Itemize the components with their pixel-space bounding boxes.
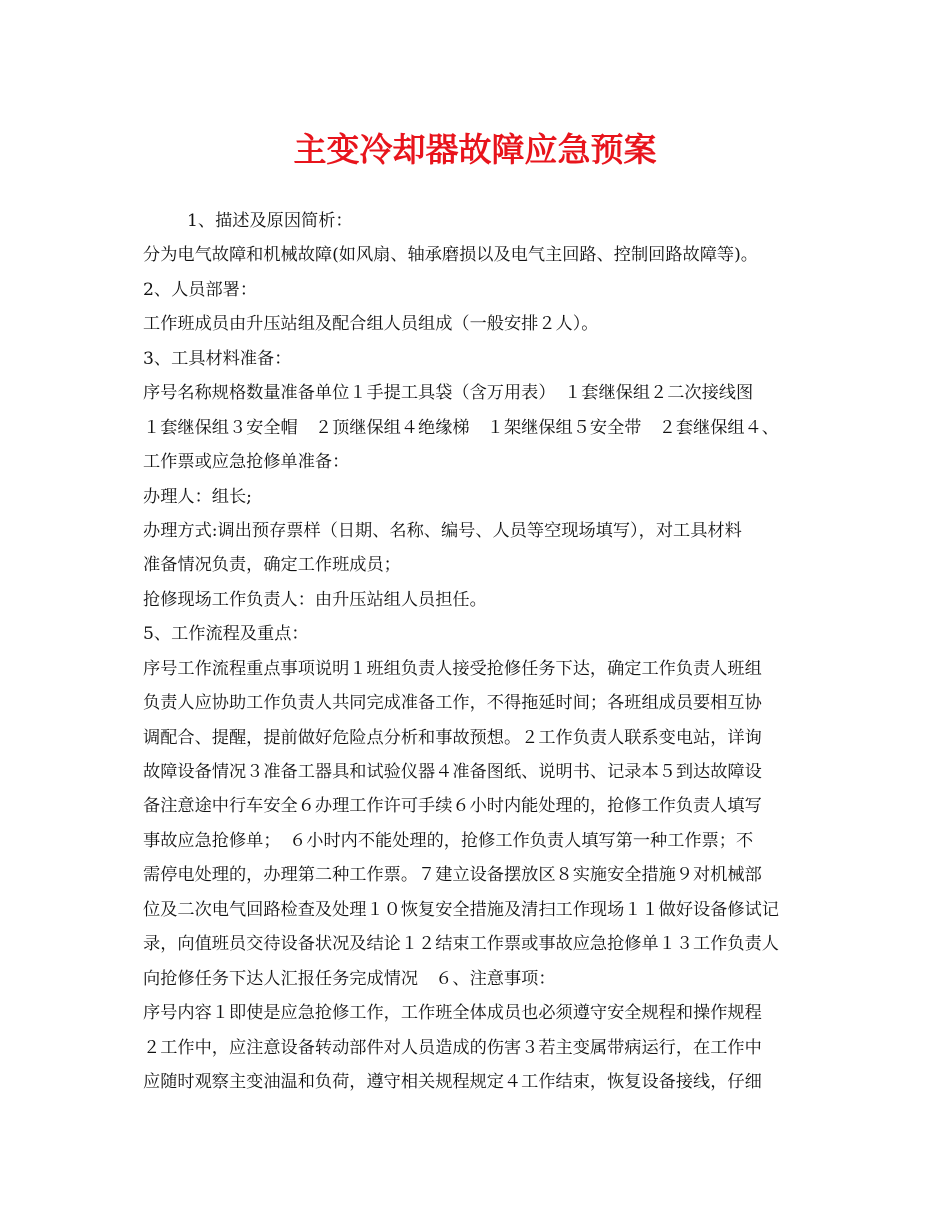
paragraph-line: 5、工作流程及重点： [143,624,309,645]
paragraph-line: 位及二次电气回路检查及处理１０恢复安全措施及清扫工作现场１１做好设备修试记 [143,899,779,920]
paragraph-line: 序号名称规格数量准备单位１手提工具袋（含万用表） １套继保组２二次接线图 [143,383,754,404]
paragraph-line: 录，向值班员交待设备状况及结论１２结束工作票或事故应急抢修单１３工作负责人 [143,934,779,955]
paragraph-line: 准备情况负责，确定工作班成员； [143,555,401,576]
paragraph-line: 备注意途中行车安全６办理工作许可手续６小时内能处理的，抢修工作负责人填写 [143,796,762,817]
paragraph-line: 负责人应协助工作负责人共同完成准备工作，不得拖延时间；各班组成员要相互协 [143,693,762,714]
paragraph-line: 分为电气故障和机械故障(如风扇、轴承磨损以及电气主回路、控制回路故障等)。 [143,245,758,266]
paragraph-line: 工作票或应急抢修单准备： [143,452,350,473]
paragraph-line: 序号内容１即使是应急抢修工作，工作班全体成员也必须遵守安全规程和操作规程 [143,1003,762,1024]
paragraph-line: 办理方式:调出预存票样（日期、名称、编号、人员等空现场填写），对工具材料 [143,520,742,541]
paragraph-line: ２工作中，应注意设备转动部件对人员造成的伤害３若主变属带病运行，在工作中 [143,1037,762,1058]
paragraph-line: 事故应急抢修单； ６小时内不能处理的，抢修工作负责人填写第一种工作票；不 [143,830,754,851]
paragraph-line: 向抢修任务下达人汇报任务完成情况 ６、注意事项： [143,968,556,989]
paragraph-line: 1、描述及原因简析： [187,211,353,231]
paragraph-line: 需停电处理的，办理第二种工作票。７建立设备摆放区８实施安全措施９对机械部 [143,865,762,886]
paragraph-line: １套继保组３安全帽 ２顶继保组４绝缘梯 １架继保组５安全带 ２套继保组４、 [143,417,779,438]
paragraph-line: 抢修现场工作负责人：由升压站组人员担任。 [143,589,487,610]
paragraph-line: 3、工具材料准备： [143,348,292,369]
paragraph-line: 应随时观察主变油温和负荷，遵守相关规程规定４工作结束，恢复设备接线，仔细 [143,1071,762,1092]
paragraph-line: 2、人员部署： [143,279,258,300]
paragraph-line: 序号工作流程重点事项说明１班组负责人接受抢修任务下达，确定工作负责人班组 [143,658,762,679]
paragraph-line: 工作班成员由升压站组及配合组人员组成（一般安排２人）。 [143,314,599,335]
paragraph-line: 故障设备情况３准备工器具和试验仪器４准备图纸、说明书、记录本５到达故障设 [143,762,762,782]
document-title: 主变冷却器故障应急预案 [293,130,657,169]
paragraph-line: 调配合、提醒，提前做好危险点分析和事故预想。２工作负责人联系变电站，详询 [143,727,762,748]
paragraph-line: 办理人：组长; [143,486,252,507]
document-body [143,204,813,1099]
